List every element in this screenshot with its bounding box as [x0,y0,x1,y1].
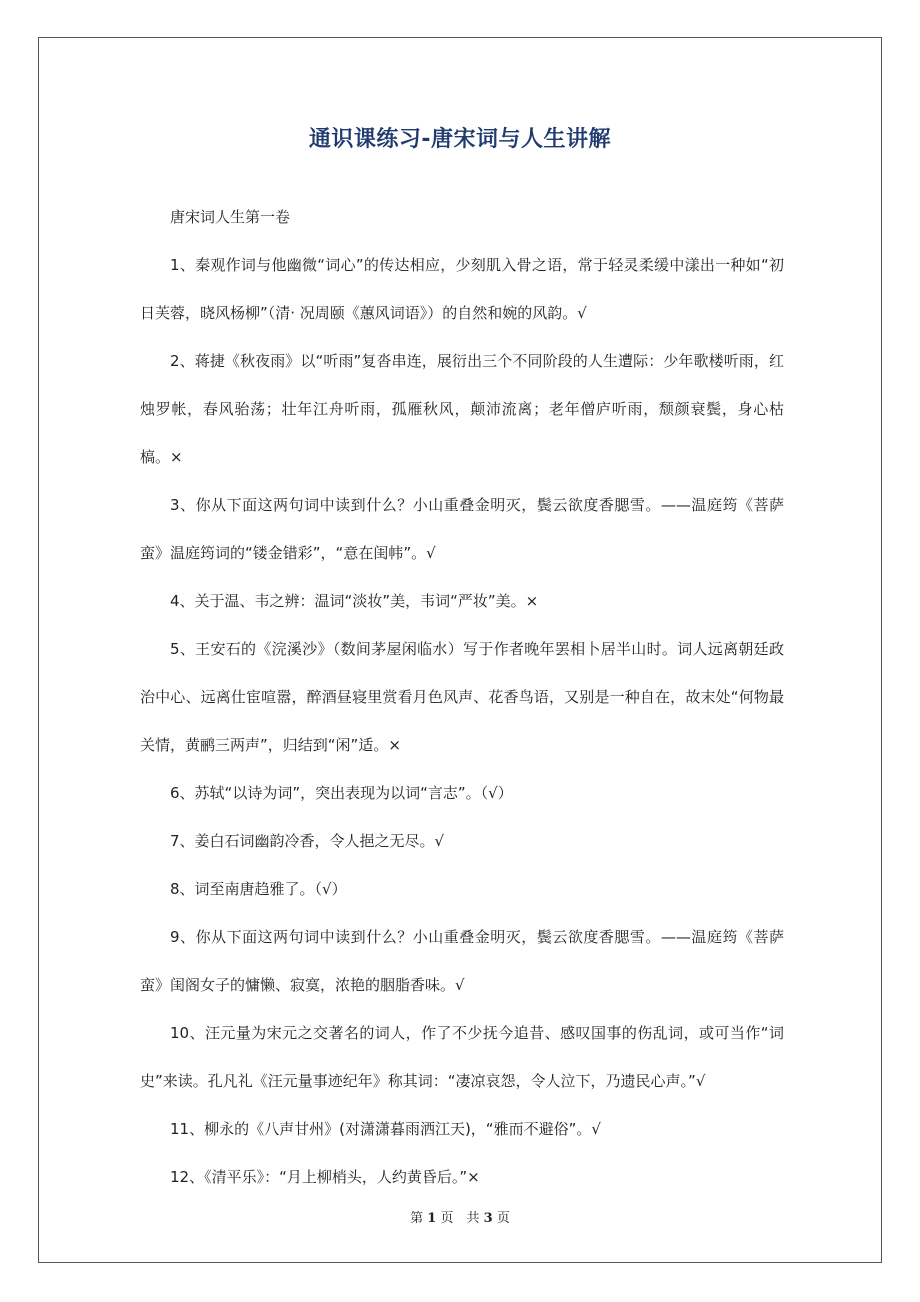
question-item: 2、蒋捷《秋夜雨》以“听雨”复沓串连，展衍出三个不同阶段的人生遭际：少年歌楼听雨，红烛罗帐，春风骀荡；壮年江舟听雨，孤雁秋风，颠沛流离；老年僧庐听雨，颓颜衰鬓，身心枯槁。× [140,352,784,466]
total-page-count: 3 [483,1211,493,1226]
section-heading: 唐宋词人生第一卷 [170,208,291,226]
current-page-number: 1 [427,1211,437,1226]
document-title: 通识课练习-唐宋词与人生讲解 [308,127,612,152]
question-item: 5、王安石的《浣溪沙》（数间茅屋闲临水）写于作者晚年罢相卜居半山时。词人远离朝廷政治中心、远离仕宦喧嚣，醉酒昼寝里赏看月色风声、花香鸟语，又别是一种自在，故末处“何物最关情，黄鹂三两声”，归结到“闲”适。× [140,640,784,754]
footer-prefix: 第 [410,1211,424,1226]
question-item: 10、汪元量为宋元之交著名的词人，作了不少抚今追昔、感叹国事的伤乱词，或可当作“词史”来读。孔凡礼《汪元量事迹纪年》称其词：“凄凉哀怨，令人泣下，乃遗民心声。”√ [140,1024,784,1090]
question-item: 4、关于温、韦之辨：温词“淡妆”美，韦词“严妆”美。× [170,592,539,610]
question-item: 1、秦观作词与他幽微“词心”的传达相应，少刻肌入骨之语，常于轻灵柔缓中漾出一种如“初日芙蓉，晓风杨柳”（清· 况周颐《蕙风词语》）的自然和婉的风韵。√ [140,256,784,322]
footer-suffix: 页 [496,1211,510,1226]
question-item: 9、你从下面这两句词中读到什么？小山重叠金明灭，鬓云欲度香腮雪。——温庭筠《菩萨蛮》闺阁女子的慵懒、寂寞，浓艳的胭脂香味。√ [140,928,784,994]
question-item: 3、你从下面这两句词中读到什么？小山重叠金明灭，鬓云欲度香腮雪。——温庭筠《菩萨蛮》温庭筠词的“镂金错彩”，“意在闺帏”。√ [140,496,784,562]
page-footer [0,1207,920,1226]
question-item: 7、姜白石词幽韵冷香，令人挹之无尽。√ [170,832,445,850]
question-item: 12、《清平乐》：“月上柳梢头，人约黄昏后。”× [170,1168,480,1186]
question-item: 6、苏轼“以诗为词”，突出表现为以词“言志”。（√） [170,784,513,802]
question-item: 11、柳永的《八声甘州》(对潇潇暮雨洒江天)，“雅而不避俗”。√ [170,1120,601,1138]
document-body [140,193,784,1201]
question-item: 8、词至南唐趋雅了。（√） [170,880,347,898]
footer-middle: 页 共 [440,1211,480,1226]
